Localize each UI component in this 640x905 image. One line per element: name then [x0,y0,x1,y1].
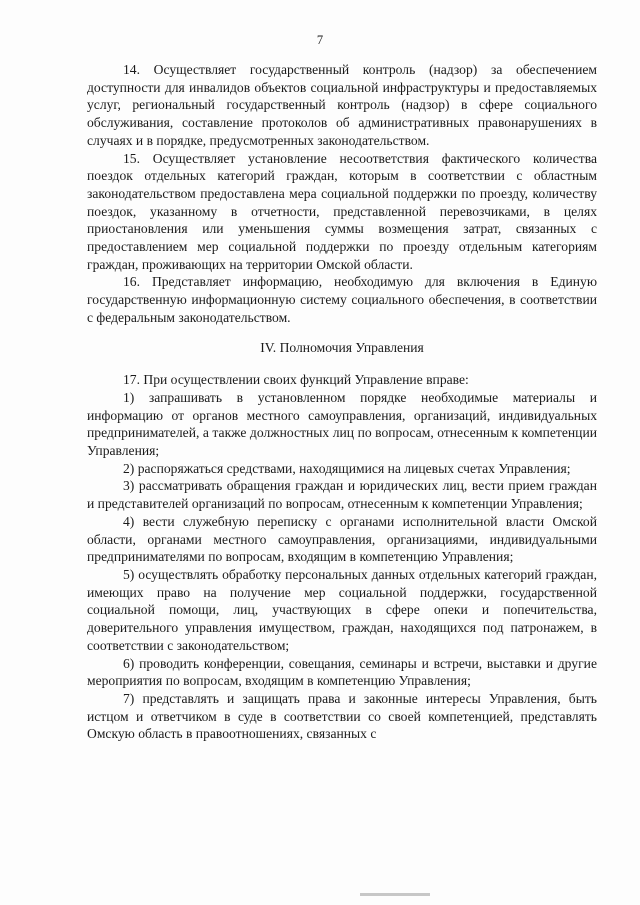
paragraph-15: 15. Осуществляет установление несоответствия фактического количества поездок отдельных категорий граждан, которым в соответствии с областным законодательством предоставлена мера социальной поддержки по проезду, количеству поездок, указанному в отчетности, представленной перевозчиками, в целях приостановления или уменьшения суммы возмещения затрат, связанных с предоставлением мер социальной поддержки по проезду отдельным категориям граждан, проживающих на территории Омской области. [87,150,597,272]
section-heading: IV. Полномочия Управления [260,339,424,355]
paragraph-14: 14. Осуществляет государственный контроль (надзор) за обеспечением доступности для инвалидов объектов социальной инфраструктуры и предоставляемых услуг, региональный государственный контроль (надзор) в сфере социального обслуживания, составление протоколов об административных правонарушениях в случаях и в порядке, предусмотренных законодательством. [87,62,597,148]
power-item-6: 6) проводить конференции, совещания, семинары и встречи, выставки и другие мероприятия по вопросам, входящим в компетенцию Управления; [87,655,597,689]
paragraph-17: 17. При осуществлении своих функций Управление вправе: [123,372,469,388]
power-item-1: 1) запрашивать в установленном порядке необходимые материалы и информацию от органов местного самоуправления, организаций, индивидуальных предпринимателей, а также должностных лиц по вопросам, отнесенным к компетенции Управления; [87,389,597,459]
scan-edge-mark [360,893,430,896]
page-number: 7 [316,33,324,47]
power-item-7: 7) представлять и защищать права и законные интересы Управления, быть истцом и ответчиком в суде в соответствии со своей компетенцией, представлять Омскую область в правоотношениях, связанных с [87,690,597,742]
power-item-5: 5) осуществлять обработку персональных данных отдельных категорий граждан, имеющих право на получение мер социальной поддержки, государственной социальной помощи, лиц, участвующих в сфере опеки и попечительства, доверительного управления имуществом, граждан, находящихся под патронажем, в соответствии с законодательством; [87,566,597,653]
power-item-2: 2) распоряжаться средствами, находящимися на лицевых счетах Управления; [123,460,571,476]
power-item-4: 4) вести служебную переписку с органами исполнительной власти Омской области, органами местного самоуправления, организациями, индивидуальными предпринимателями по вопросам, входящим в компетенцию Управления; [87,513,597,565]
document-body [87,61,597,743]
power-item-3: 3) рассматривать обращения граждан и юридических лиц, вести прием граждан и представителей организаций по вопросам, отнесенным к компетенции Управления; [87,478,597,512]
paragraph-16: 16. Представляет информацию, необходимую для включения в Единую государственную информационную систему социального обеспечения, в соответствии с федеральным законодательством. [87,274,597,325]
